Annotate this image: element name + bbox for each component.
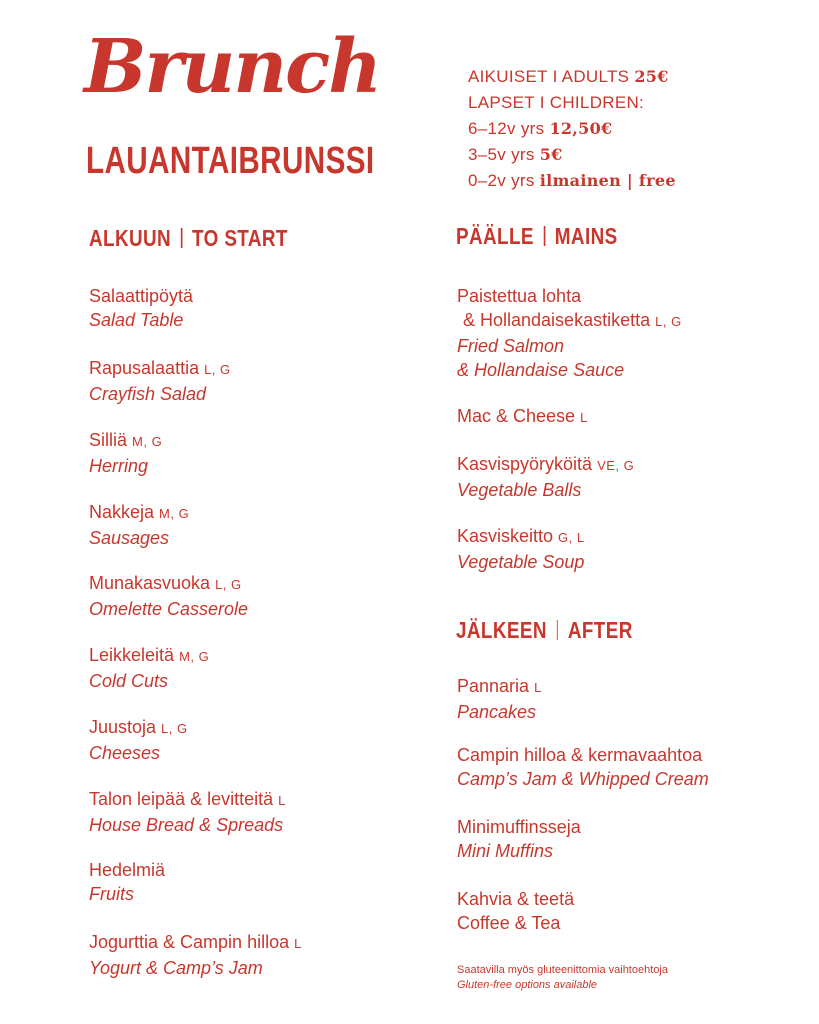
menu-item: Leikkeleitä M, G Cold Cuts — [89, 645, 210, 691]
menu-item: Kasvispyöryköitä VE, G Vegetable Balls — [457, 454, 635, 500]
diet-tag: M, G — [132, 434, 163, 449]
price-tier-2-amount: 5€ — [539, 145, 563, 164]
heading-divider — [557, 620, 558, 640]
heading-divider — [181, 228, 182, 248]
menu-item: Campin hilloa & kermavaahtoa Camp’s Jam & Whipped Cream — [457, 745, 709, 789]
menu-item: Jogurttia & Campin hilloa L Yogurt & Camp’s Jam — [89, 932, 302, 978]
price-adults-amount: 25€ — [634, 67, 669, 86]
price-adults: AIKUISET I ADULTS 25€ — [468, 67, 669, 86]
diet-tag: L — [580, 410, 588, 425]
diet-tag: VE, G — [597, 458, 635, 473]
diet-tag: G, L — [558, 530, 585, 545]
menu-item: Mac & Cheese L — [457, 406, 588, 426]
menu-item: Salaattipöytä Salad Table — [89, 286, 194, 330]
gluten-free-note: Saatavilla myös gluteenittomia vaihtoehtoja Gluten-free options available — [457, 964, 668, 991]
diet-tag: L, G — [655, 314, 682, 329]
menu-item: Kahvia & teetä Coffee & Tea — [457, 889, 575, 933]
menu-item-salmon: Paistettua lohta & Hollandaisekastiketta L, G Fried Salmon & Hollandaise Sauce — [457, 286, 682, 380]
price-tier-1-amount: 12,50€ — [549, 119, 613, 138]
diet-tag: L, G — [204, 362, 231, 377]
menu-item: Rapusalaattia L, G Crayfish Salad — [89, 358, 231, 404]
price-children-label: LAPSET I CHILDREN: — [468, 93, 645, 112]
price-tier-3: 0–2v yrs ilmainen | free — [468, 171, 676, 190]
price-tier-2: 3–5v yrs 5€ — [468, 145, 563, 164]
diet-tag: M, G — [179, 649, 210, 664]
price-tier-1: 6–12v yrs 12,50€ — [468, 119, 613, 138]
diet-tag: M, G — [159, 506, 190, 521]
page-subtitle: LAUANTAIBRUNSSI — [86, 140, 375, 182]
diet-tag: L, G — [215, 577, 242, 592]
menu-item: Minimuffinsseja Mini Muffins — [457, 817, 581, 861]
menu-item: Juustoja L, G Cheeses — [89, 717, 188, 763]
price-tier-3-amount: ilmainen | free — [539, 171, 676, 190]
price-list — [468, 64, 676, 194]
section-heading-starters: ALKUUN TO START — [89, 225, 288, 251]
diet-tag: L — [294, 936, 302, 951]
menu-item: Pannaria L Pancakes — [457, 676, 542, 722]
heading-divider — [544, 226, 545, 246]
menu-item: Talon leipää & levitteitä L House Bread & Spreads — [89, 789, 286, 835]
diet-tag: L, G — [161, 721, 188, 736]
section-heading-mains: PÄÄLLE MAINS — [456, 223, 618, 249]
menu-item: Silliä M, G Herring — [89, 430, 163, 476]
menu-item: Kasviskeitto G, L Vegetable Soup — [457, 526, 585, 572]
menu-item: Hedelmiä Fruits — [89, 860, 166, 904]
brand-title: Brunch — [84, 24, 380, 110]
diet-tag: L — [534, 680, 542, 695]
menu-item: Nakkeja M, G Sausages — [89, 502, 190, 548]
section-heading-after: JÄLKEEN AFTER — [456, 617, 633, 643]
diet-tag: L — [278, 793, 286, 808]
menu-item: Munakasvuoka L, G Omelette Casserole — [89, 573, 249, 619]
